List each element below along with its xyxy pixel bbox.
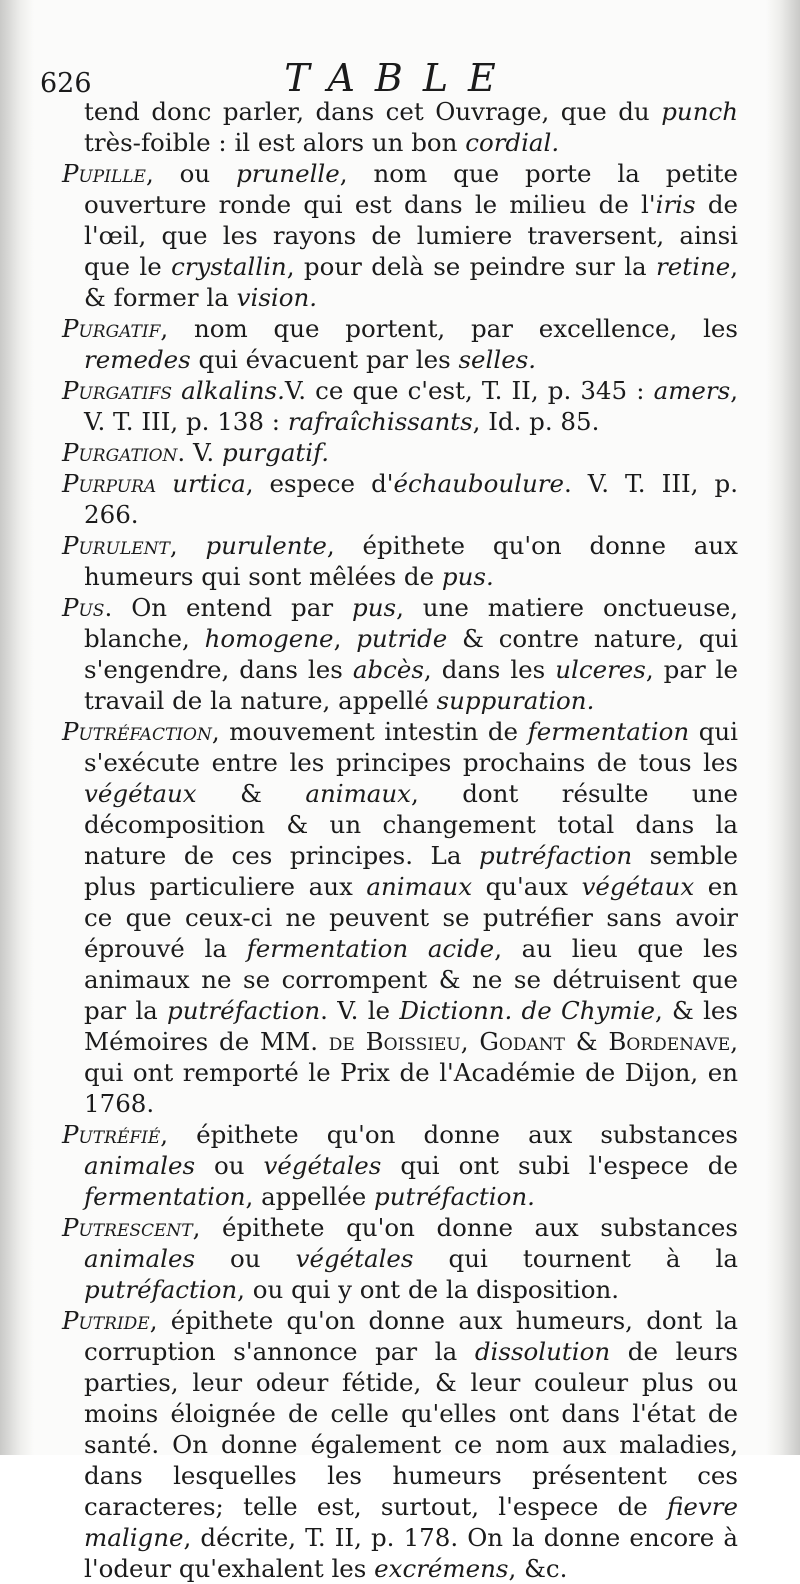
entry-text: de l'œil, que les rayons de lumiere traversent, ainsi que le bbox=[84, 190, 738, 281]
italic-term: animales bbox=[84, 1151, 196, 1180]
entry-headword: Purulent bbox=[62, 531, 170, 560]
entry-headword: Putride bbox=[62, 1306, 150, 1335]
index-entry bbox=[62, 1305, 738, 1584]
entry-text: , bbox=[333, 624, 357, 653]
index-entry bbox=[62, 313, 738, 375]
italic-term: dissolution bbox=[474, 1337, 611, 1366]
italic-term: remedes bbox=[84, 345, 191, 374]
entry-text: , épithete qu'on donne aux substances bbox=[192, 1213, 738, 1242]
entry-text: , & former la bbox=[84, 252, 739, 312]
entry-text: , & les Mémoires de MM. bbox=[84, 996, 738, 1056]
italic-term: iris bbox=[655, 190, 696, 219]
entry-headword: Purgatif bbox=[62, 314, 161, 343]
index-entry bbox=[62, 437, 738, 468]
running-title: TABLE bbox=[284, 56, 516, 100]
entry-text: . V. le bbox=[320, 996, 400, 1025]
entry-text: , qui ont remporté le Prix de l'Académie de Dijon, en 1768. bbox=[84, 1027, 738, 1118]
entry-headword: Pupille bbox=[62, 159, 146, 188]
entry-text: semble plus particuliere aux bbox=[84, 841, 738, 901]
entry-text: , dans les bbox=[423, 655, 556, 684]
italic-term: abcès bbox=[352, 655, 424, 684]
italic-term: putride bbox=[356, 624, 448, 653]
entry-text: & bbox=[196, 779, 306, 808]
entry-headword: Putréfié bbox=[62, 1120, 161, 1149]
italic-term: urtica bbox=[156, 469, 246, 498]
index-entry bbox=[62, 716, 738, 1119]
entry-text: , nom que portent, par excellence, les bbox=[160, 314, 738, 343]
italic-term: cordial. bbox=[465, 128, 560, 157]
entry-text: , épithete qu'on donne aux substances bbox=[160, 1120, 738, 1149]
italic-term: vision. bbox=[236, 283, 318, 312]
italic-term: alkalins. bbox=[172, 376, 285, 405]
entry-text: , épithete qu'on donne aux humeurs, dont la corruption s'annonce par la bbox=[84, 1306, 738, 1366]
entry-text: , par le travail de la nature, appellé bbox=[84, 655, 738, 715]
entry-text: . V. T. III, p. 266. bbox=[84, 469, 738, 529]
italic-term: pus bbox=[352, 593, 397, 622]
entry-headword: Pus bbox=[62, 593, 105, 622]
entry-text: qui tournent à la bbox=[413, 1244, 738, 1273]
entry-text: , décrite, T. II, p. 178. On la donne encore à l'odeur qu'exhalent les bbox=[84, 1523, 738, 1583]
page-shadow-right bbox=[766, 0, 800, 1455]
entry-text: , pour delà se peindre sur la bbox=[286, 252, 657, 281]
entry-text: , V. T. III, p. 138 : bbox=[84, 376, 739, 436]
italic-term: ulceres bbox=[555, 655, 646, 684]
entry-text: , appellée bbox=[245, 1182, 375, 1211]
entry-continuation bbox=[62, 96, 738, 158]
italic-term: homogene bbox=[204, 624, 334, 653]
italic-term: échauboulure bbox=[393, 469, 564, 498]
author-name: Godant bbox=[479, 1027, 565, 1056]
page-header bbox=[40, 56, 760, 100]
author-name: de Boissieu bbox=[328, 1027, 461, 1056]
italic-term: animaux bbox=[305, 779, 411, 808]
index-entry bbox=[62, 1212, 738, 1305]
entry-text: , mouvement intestin de bbox=[211, 717, 528, 746]
italic-term: putréfaction bbox=[167, 996, 321, 1025]
italic-term: fievre maligne bbox=[84, 1492, 738, 1552]
entry-text: , bbox=[460, 1027, 480, 1056]
author-name: Bordenave bbox=[608, 1027, 731, 1056]
italic-term: crystallin bbox=[171, 252, 287, 281]
entry-text: de leurs parties, leur odeur fétide, & leur couleur plus ou moins éloignée de celle qu'elles ont dans l'état de santé. On donne également ce nom aux maladies, dans lesquelles les humeurs présentent ces caracteres; telle est, surtout, l'espece de bbox=[84, 1337, 738, 1521]
entry-text: , une matiere onctueuse, blanche, bbox=[84, 593, 739, 653]
entry-text: qui évacuent par les bbox=[190, 345, 459, 374]
entry-headword: Purpura bbox=[62, 469, 157, 498]
index-entry bbox=[62, 1119, 738, 1212]
italic-term: putréfaction. bbox=[374, 1182, 535, 1211]
italic-term: végétaux bbox=[581, 872, 695, 901]
entry-text: , bbox=[169, 531, 206, 560]
page-number: 626 bbox=[40, 68, 92, 99]
index-entry bbox=[62, 375, 738, 437]
entry-text: , Id. p. 85. bbox=[472, 407, 600, 436]
italic-term: purgatif. bbox=[221, 438, 330, 467]
italic-term: végétaux bbox=[84, 779, 197, 808]
entry-text: , ou bbox=[145, 159, 237, 188]
entry-headword: Purgation bbox=[62, 438, 178, 467]
page-shadow-left bbox=[0, 0, 34, 1455]
entry-text: & contre nature, qui s'engendre, dans les bbox=[84, 624, 738, 684]
italic-term: rafraîchissants bbox=[287, 407, 473, 436]
entry-headword: Purgatifs bbox=[62, 376, 173, 405]
entry-text: , dont résulte une décomposition & un changement total dans la nature de ces principes. La bbox=[84, 779, 738, 870]
entry-text: qui s'exécute entre les principes prochains de tous les bbox=[84, 717, 738, 777]
entry-text: , &c. bbox=[508, 1554, 568, 1583]
italic-term: putréfaction bbox=[84, 1275, 238, 1304]
entry-text: , épithete qu'on donne aux humeurs qui sont mêlées de bbox=[84, 531, 738, 591]
italic-term: fermentation bbox=[527, 717, 690, 746]
italic-term: suppuration. bbox=[436, 686, 595, 715]
index-entry bbox=[62, 468, 738, 530]
entry-text: . V. bbox=[177, 438, 222, 467]
index-entry bbox=[62, 592, 738, 716]
italic-term: végétales bbox=[295, 1244, 414, 1273]
index-entry bbox=[62, 158, 738, 313]
entry-text: , ou qui y ont de la disposition. bbox=[237, 1275, 620, 1304]
entry-text: ou bbox=[195, 1244, 296, 1273]
entry-headword: Putréfaction bbox=[62, 717, 212, 746]
italic-term: amers bbox=[653, 376, 731, 405]
italic-term: animales bbox=[84, 1244, 196, 1273]
entry-text: . On entend par bbox=[104, 593, 353, 622]
entry-text: , espece d' bbox=[245, 469, 394, 498]
italic-term: fermentation acide bbox=[246, 934, 495, 963]
italic-term: putréfaction bbox=[478, 841, 633, 870]
italic-term: fermentation bbox=[84, 1182, 246, 1211]
italic-term: prunelle bbox=[236, 159, 340, 188]
entry-text: qu'aux bbox=[472, 872, 582, 901]
italic-term: pus. bbox=[441, 562, 494, 591]
entry-text: V. ce que c'est, T. II, p. 345 : bbox=[284, 376, 654, 405]
italic-term: selles. bbox=[458, 345, 537, 374]
index-entries bbox=[62, 96, 738, 1584]
entry-text: en ce que ceux-ci ne peuvent se putréfier sans avoir éprouvé la bbox=[84, 872, 738, 963]
italic-term: végétales bbox=[263, 1151, 382, 1180]
entry-text: tend donc parler, dans cet Ouvrage, que du bbox=[84, 97, 662, 126]
italic-term: Dictionn. de Chymie bbox=[399, 996, 655, 1025]
italic-term: retine bbox=[656, 252, 731, 281]
italic-term: purulente bbox=[205, 531, 327, 560]
italic-term: excrémens bbox=[374, 1554, 509, 1583]
entry-text: , nom que porte la petite ouverture ronde qui est dans le milieu de l' bbox=[84, 159, 738, 219]
entry-text: , au lieu que les animaux ne se corrompent & ne se détruisent que par la bbox=[84, 934, 738, 1025]
entry-text: ou bbox=[195, 1151, 264, 1180]
entry-text: qui ont subi l'espece de bbox=[381, 1151, 738, 1180]
entry-text: & bbox=[564, 1027, 609, 1056]
index-entry bbox=[62, 530, 738, 592]
italic-term: punch bbox=[661, 97, 738, 126]
italic-term: animaux bbox=[366, 872, 473, 901]
entry-text: très-foible : il est alors un bon bbox=[84, 128, 466, 157]
entry-headword: Putrescent bbox=[62, 1213, 193, 1242]
